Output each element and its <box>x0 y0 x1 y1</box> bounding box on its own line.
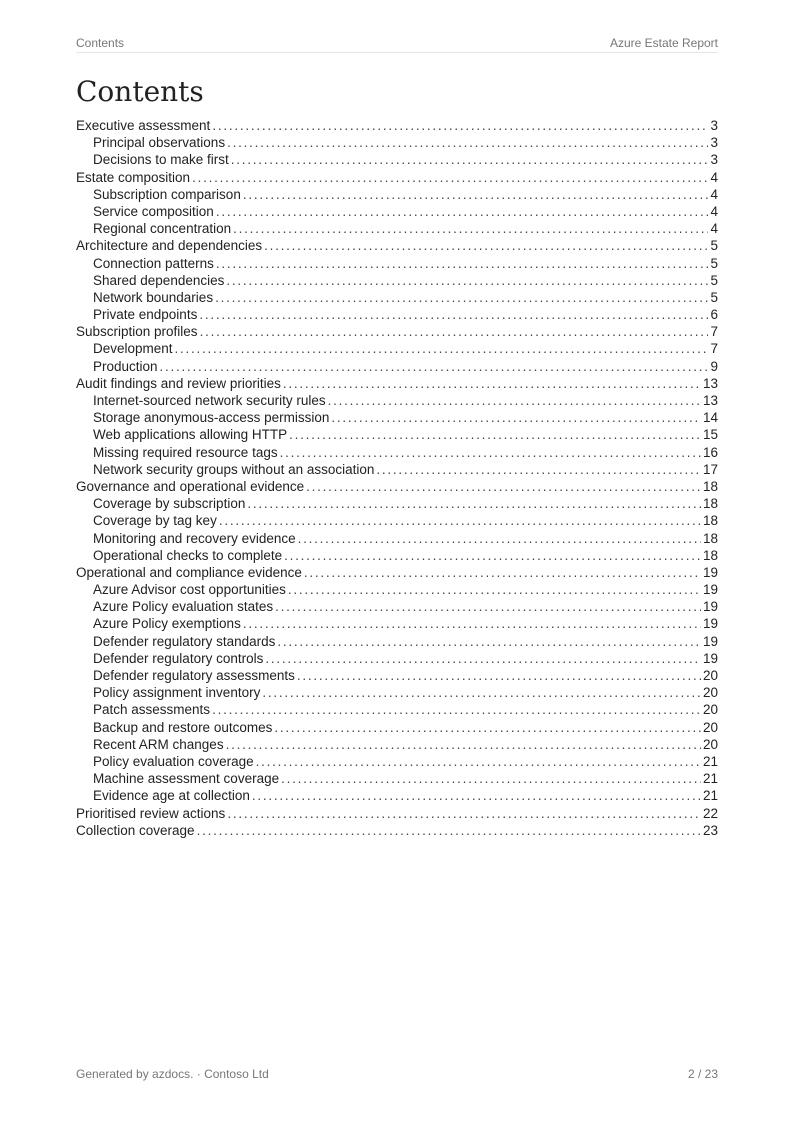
toc-entry-page-number: 18 <box>702 547 718 563</box>
toc-dot-leader <box>306 478 701 495</box>
toc-entry-label: Decisions to make first <box>93 152 229 168</box>
toc-entry-page-number: 3 <box>710 152 718 168</box>
toc-subentry[interactable] <box>76 444 718 461</box>
toc-subentry[interactable] <box>76 203 718 220</box>
toc-subentry[interactable] <box>76 770 718 787</box>
toc-entry-page-number: 23 <box>702 822 718 838</box>
toc-entry-page-number: 16 <box>702 444 718 460</box>
toc-subentry[interactable] <box>76 633 718 650</box>
toc-dot-leader <box>264 237 708 254</box>
toc-entry-page-number: 7 <box>710 341 718 357</box>
toc-entry-label: Development <box>93 341 173 357</box>
toc-entry-page-number: 5 <box>710 238 718 254</box>
toc-entry-label: Regional concentration <box>93 221 232 237</box>
toc-entry-label: Private endpoints <box>93 307 198 323</box>
toc-entry-page-number: 3 <box>710 118 718 133</box>
toc-entry-page-number: 20 <box>702 736 718 752</box>
toc-dot-leader <box>216 203 709 220</box>
toc-subentry[interactable] <box>76 615 718 632</box>
toc-entry-page-number: 20 <box>702 702 718 718</box>
toc-dot-leader <box>275 598 701 615</box>
toc-dot-leader <box>252 787 701 804</box>
toc-dot-leader <box>197 822 701 839</box>
table-of-contents <box>76 117 718 839</box>
toc-entry-label: Defender regulatory assessments <box>93 668 295 683</box>
toc-dot-leader <box>288 581 701 598</box>
toc-subentry[interactable] <box>76 667 718 684</box>
toc-entry-page-number: 6 <box>710 307 718 323</box>
toc-entry-page-number: 5 <box>710 255 718 271</box>
toc-entry-page-number: 13 <box>702 375 718 391</box>
toc-entry[interactable] <box>76 805 718 822</box>
toc-entry-page-number: 19 <box>702 616 718 632</box>
toc-subentry[interactable] <box>76 289 718 306</box>
toc-dot-leader <box>227 805 701 822</box>
toc-dot-leader <box>265 650 701 667</box>
toc-subentry[interactable] <box>76 495 718 512</box>
toc-entry[interactable] <box>76 375 718 392</box>
toc-entry-label: Defender regulatory standards <box>93 633 276 649</box>
toc-entry-label: Storage anonymous-access permission <box>93 410 330 426</box>
toc-dot-leader <box>226 736 701 753</box>
toc-dot-leader <box>199 306 708 323</box>
toc-subentry[interactable] <box>76 134 718 151</box>
toc-dot-leader <box>256 753 701 770</box>
toc-subentry[interactable] <box>76 701 718 718</box>
header-report-title: Azure Estate Report <box>609 36 718 50</box>
toc-entry-page-number: 19 <box>702 582 718 598</box>
toc-entry-page-number: 4 <box>710 169 718 185</box>
page-title: Contents <box>76 75 204 108</box>
toc-entry-label: Policy assignment inventory <box>93 685 261 701</box>
toc-entry-label: Defender regulatory controls <box>93 650 264 666</box>
toc-subentry[interactable] <box>76 151 718 168</box>
toc-dot-leader <box>274 719 701 736</box>
toc-entry-page-number: 5 <box>710 272 718 288</box>
toc-entry-label: Network boundaries <box>93 289 214 305</box>
toc-dot-leader <box>331 409 701 426</box>
toc-dot-leader <box>219 512 701 529</box>
toc-entry-label: Patch assessments <box>93 702 211 718</box>
toc-subentry[interactable] <box>76 547 718 564</box>
toc-entry[interactable] <box>76 822 718 839</box>
toc-subentry[interactable] <box>76 272 718 289</box>
toc-subentry[interactable] <box>76 530 718 547</box>
toc-dot-leader <box>328 392 701 409</box>
toc-entry-page-number: 4 <box>710 221 718 237</box>
toc-entry-page-number: 19 <box>702 564 718 580</box>
toc-entry-page-number: 20 <box>702 685 718 701</box>
toc-subentry[interactable] <box>76 736 718 753</box>
toc-subentry[interactable] <box>76 512 718 529</box>
toc-entry-label: Principal observations <box>93 135 226 151</box>
toc-dot-leader <box>243 615 701 632</box>
toc-dot-leader <box>283 375 701 392</box>
toc-subentry[interactable] <box>76 409 718 426</box>
toc-subentry[interactable] <box>76 598 718 615</box>
toc-subentry[interactable] <box>76 392 718 409</box>
toc-dot-leader <box>376 461 701 478</box>
toc-entry-page-number: 9 <box>710 358 718 374</box>
toc-entry-label: Azure Policy evaluation states <box>93 599 274 615</box>
toc-entry-label: Network security groups without an association <box>93 461 375 477</box>
header-section-name: Contents <box>76 36 125 50</box>
toc-entry-label: Web applications allowing HTTP <box>93 427 288 443</box>
toc-dot-leader <box>297 667 701 684</box>
toc-entry-label: Recent ARM changes <box>93 736 224 752</box>
toc-entry-label: Service composition <box>93 203 214 219</box>
toc-dot-leader <box>212 117 708 134</box>
toc-entry[interactable] <box>76 117 718 134</box>
toc-subentry[interactable] <box>76 426 718 443</box>
toc-entry-page-number: 19 <box>702 650 718 666</box>
toc-entry-label: Policy evaluation coverage <box>93 753 254 769</box>
page-header <box>76 36 718 53</box>
toc-entry-page-number: 18 <box>702 530 718 546</box>
toc-dot-leader <box>247 495 701 512</box>
toc-entry-label: Subscription profiles <box>76 324 198 340</box>
toc-entry-label: Operational checks to complete <box>93 547 283 563</box>
toc-entry-page-number: 5 <box>710 289 718 305</box>
toc-dot-leader <box>212 701 701 718</box>
toc-entry-label: Coverage by subscription <box>93 496 246 512</box>
toc-entry[interactable] <box>76 564 718 581</box>
toc-subentry[interactable] <box>76 581 718 598</box>
toc-entry-page-number: 19 <box>702 633 718 649</box>
footer-generator: Generated by azdocs. · Contoso Ltd <box>76 1067 269 1081</box>
toc-entry-page-number: 7 <box>710 324 718 340</box>
toc-subentry[interactable] <box>76 306 718 323</box>
toc-entry-label: Connection patterns <box>93 255 214 271</box>
toc-entry-label: Monitoring and recovery evidence <box>93 530 296 546</box>
toc-entry-page-number: 22 <box>702 805 718 821</box>
toc-entry-page-number: 21 <box>702 753 718 769</box>
toc-entry-page-number: 4 <box>710 203 718 219</box>
toc-dot-leader <box>298 530 701 547</box>
toc-dot-leader <box>277 633 701 650</box>
toc-entry-page-number: 13 <box>702 393 718 408</box>
toc-entry-page-number: 19 <box>702 599 718 615</box>
toc-entry[interactable] <box>76 169 718 186</box>
toc-entry-page-number: 21 <box>702 771 718 787</box>
toc-entry-label: Audit findings and review priorities <box>76 375 281 391</box>
toc-entry[interactable] <box>76 478 718 495</box>
toc-entry-label: Subscription comparison <box>93 186 241 202</box>
toc-entry-label: Governance and operational evidence <box>76 478 305 494</box>
toc-dot-leader <box>226 272 708 289</box>
toc-entry-page-number: 20 <box>702 719 718 735</box>
toc-entry-page-number: 21 <box>702 788 718 804</box>
toc-dot-leader <box>243 186 709 203</box>
toc-entry-label: Evidence age at collection <box>93 788 250 804</box>
toc-dot-leader <box>216 255 709 272</box>
toc-entry-label: Azure Policy exemptions <box>93 616 241 632</box>
toc-subentry[interactable] <box>76 461 718 478</box>
toc-subentry[interactable] <box>76 186 718 203</box>
toc-dot-leader <box>200 323 709 340</box>
toc-entry-label: Executive assessment <box>76 118 211 133</box>
toc-subentry[interactable] <box>76 684 718 701</box>
toc-subentry[interactable] <box>76 753 718 770</box>
toc-entry-label: Collection coverage <box>76 822 195 838</box>
toc-subentry[interactable] <box>76 650 718 667</box>
toc-entry-label: Internet-sourced network security rules <box>93 393 326 408</box>
toc-subentry[interactable] <box>76 358 718 375</box>
footer-page-number: 2 / 23 <box>687 1067 718 1081</box>
toc-entry-page-number: 4 <box>710 186 718 202</box>
toc-entry-label: Machine assessment coverage <box>93 771 280 787</box>
toc-entry-page-number: 20 <box>702 668 718 683</box>
toc-entry-page-number: 18 <box>702 478 718 494</box>
toc-dot-leader <box>160 358 709 375</box>
toc-dot-leader <box>231 151 709 168</box>
toc-entry-label: Production <box>93 358 158 374</box>
toc-subentry[interactable] <box>76 220 718 237</box>
toc-dot-leader <box>280 444 701 461</box>
toc-entry-page-number: 3 <box>710 135 718 151</box>
toc-entry-label: Operational and compliance evidence <box>76 564 302 580</box>
toc-dot-leader <box>233 220 708 237</box>
toc-entry-label: Missing required resource tags <box>93 444 278 460</box>
toc-subentry[interactable] <box>76 787 718 804</box>
toc-entry-page-number: 18 <box>702 513 718 529</box>
toc-entry-page-number: 15 <box>702 427 718 443</box>
toc-entry-label: Shared dependencies <box>93 272 225 288</box>
toc-entry-page-number: 17 <box>702 461 718 477</box>
toc-dot-leader <box>281 770 701 787</box>
toc-dot-leader <box>215 289 708 306</box>
toc-dot-leader <box>289 426 701 443</box>
toc-entry-label: Estate composition <box>76 169 191 185</box>
toc-entry-label: Prioritised review actions <box>76 805 226 821</box>
toc-subentry[interactable] <box>76 719 718 736</box>
toc-entry[interactable] <box>76 237 718 254</box>
toc-dot-leader <box>304 564 701 581</box>
toc-dot-leader <box>175 340 709 357</box>
toc-dot-leader <box>227 134 708 151</box>
toc-subentry[interactable] <box>76 340 718 357</box>
toc-dot-leader <box>284 547 701 564</box>
toc-dot-leader <box>192 169 708 186</box>
toc-entry-label: Architecture and dependencies <box>76 238 263 254</box>
toc-entry-label: Backup and restore outcomes <box>93 719 273 735</box>
toc-entry-label: Azure Advisor cost opportunities <box>93 582 286 598</box>
toc-entry-page-number: 18 <box>702 496 718 512</box>
toc-subentry[interactable] <box>76 255 718 272</box>
toc-entry-label: Coverage by tag key <box>93 513 217 529</box>
toc-entry[interactable] <box>76 323 718 340</box>
toc-dot-leader <box>262 684 701 701</box>
toc-entry-page-number: 14 <box>702 410 718 426</box>
